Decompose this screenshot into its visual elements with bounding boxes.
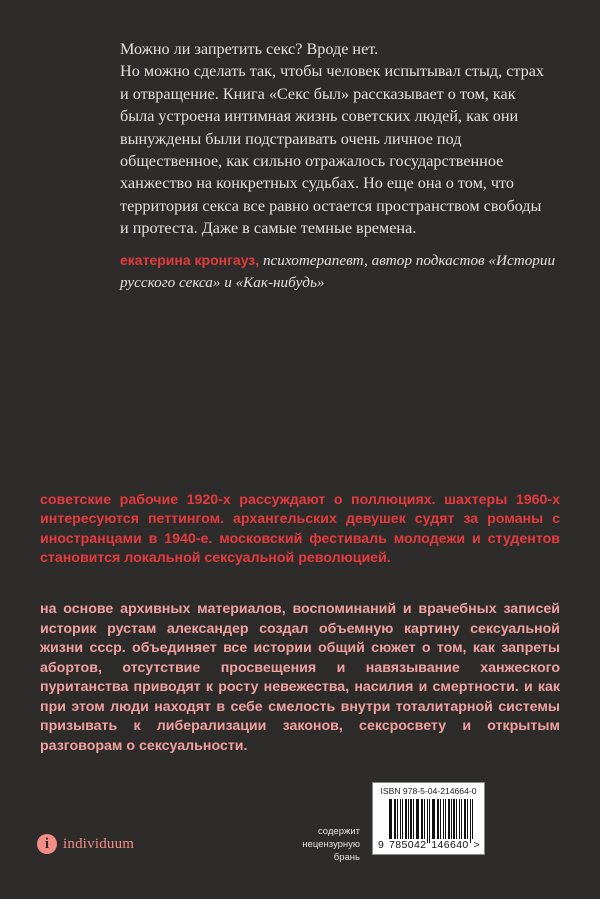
content-warning [302,825,360,864]
warning-line-3: брань [333,852,360,863]
quote-text: Можно ли запретить секс? Вроде нет. Но можно сделать так, чтобы человек испытывал стыд, страх и отвращение. Книга «Секс был» рассказывает о том, как была устроена интимная жизнь советских людей, как они вынуждены были подстраивать очень личное под общественное, как сильно отражалось государственное ханжество на конкретных судьбах. Но еще она о том, что территория секса все равно остается пространством свободы и протеста. Даже в самые темные времена. [120,40,545,238]
barcode-arrow: > [473,839,480,851]
warning-line-2: нецензурную [302,839,360,850]
warning-line-1: содержит [317,826,360,837]
quote-attribution [120,249,560,294]
blurb-red: советские рабочие 1920-х рассуждают о поллюциях. шахтеры 1960-х интересуются петтингом. архангельских девушек судят за романы с иностранцами в 1940-е. московский фестиваль молодежи и студентов становится локальной сексуальной революцией. [40,492,560,567]
publisher-name: individuum [63,835,135,852]
attribution-name: екатерина кронгауз, [120,252,260,268]
barcode-digits [377,839,481,851]
barcode-first-digit: 9 [378,839,385,851]
barcode-group-2: 146640 [431,839,469,851]
publisher-logo [37,834,134,854]
isbn-number: ISBN 978-5-04-214664-0 [380,786,477,796]
isbn-barcode [372,782,485,855]
blurb-pink: на основе архивных материалов, воспоминаний и врачебных записей историк рустам александер создал объемную картину сексуальной жизни ссср. объединяет все истории общий сюжет о том, как запреты абортов, отсутствие просвещения и навязывание ханжеского пуританства приводят к росту невежества, насилия и смертности. и как при этом люди находят в себе смелость внутри тоталитарной системы призывать к либерализации законов, сексросвету и открытым разговорам о сексуальности. [40,601,560,754]
attribution-role: психотерапевт, автор подкастов «Истории русского секса» и «Как-нибудь» [120,252,556,291]
publisher-i-icon: i [37,834,57,854]
back-cover-quote [120,38,550,240]
barcode-bars [389,799,475,843]
barcode-group-1: 785042 [389,839,427,851]
